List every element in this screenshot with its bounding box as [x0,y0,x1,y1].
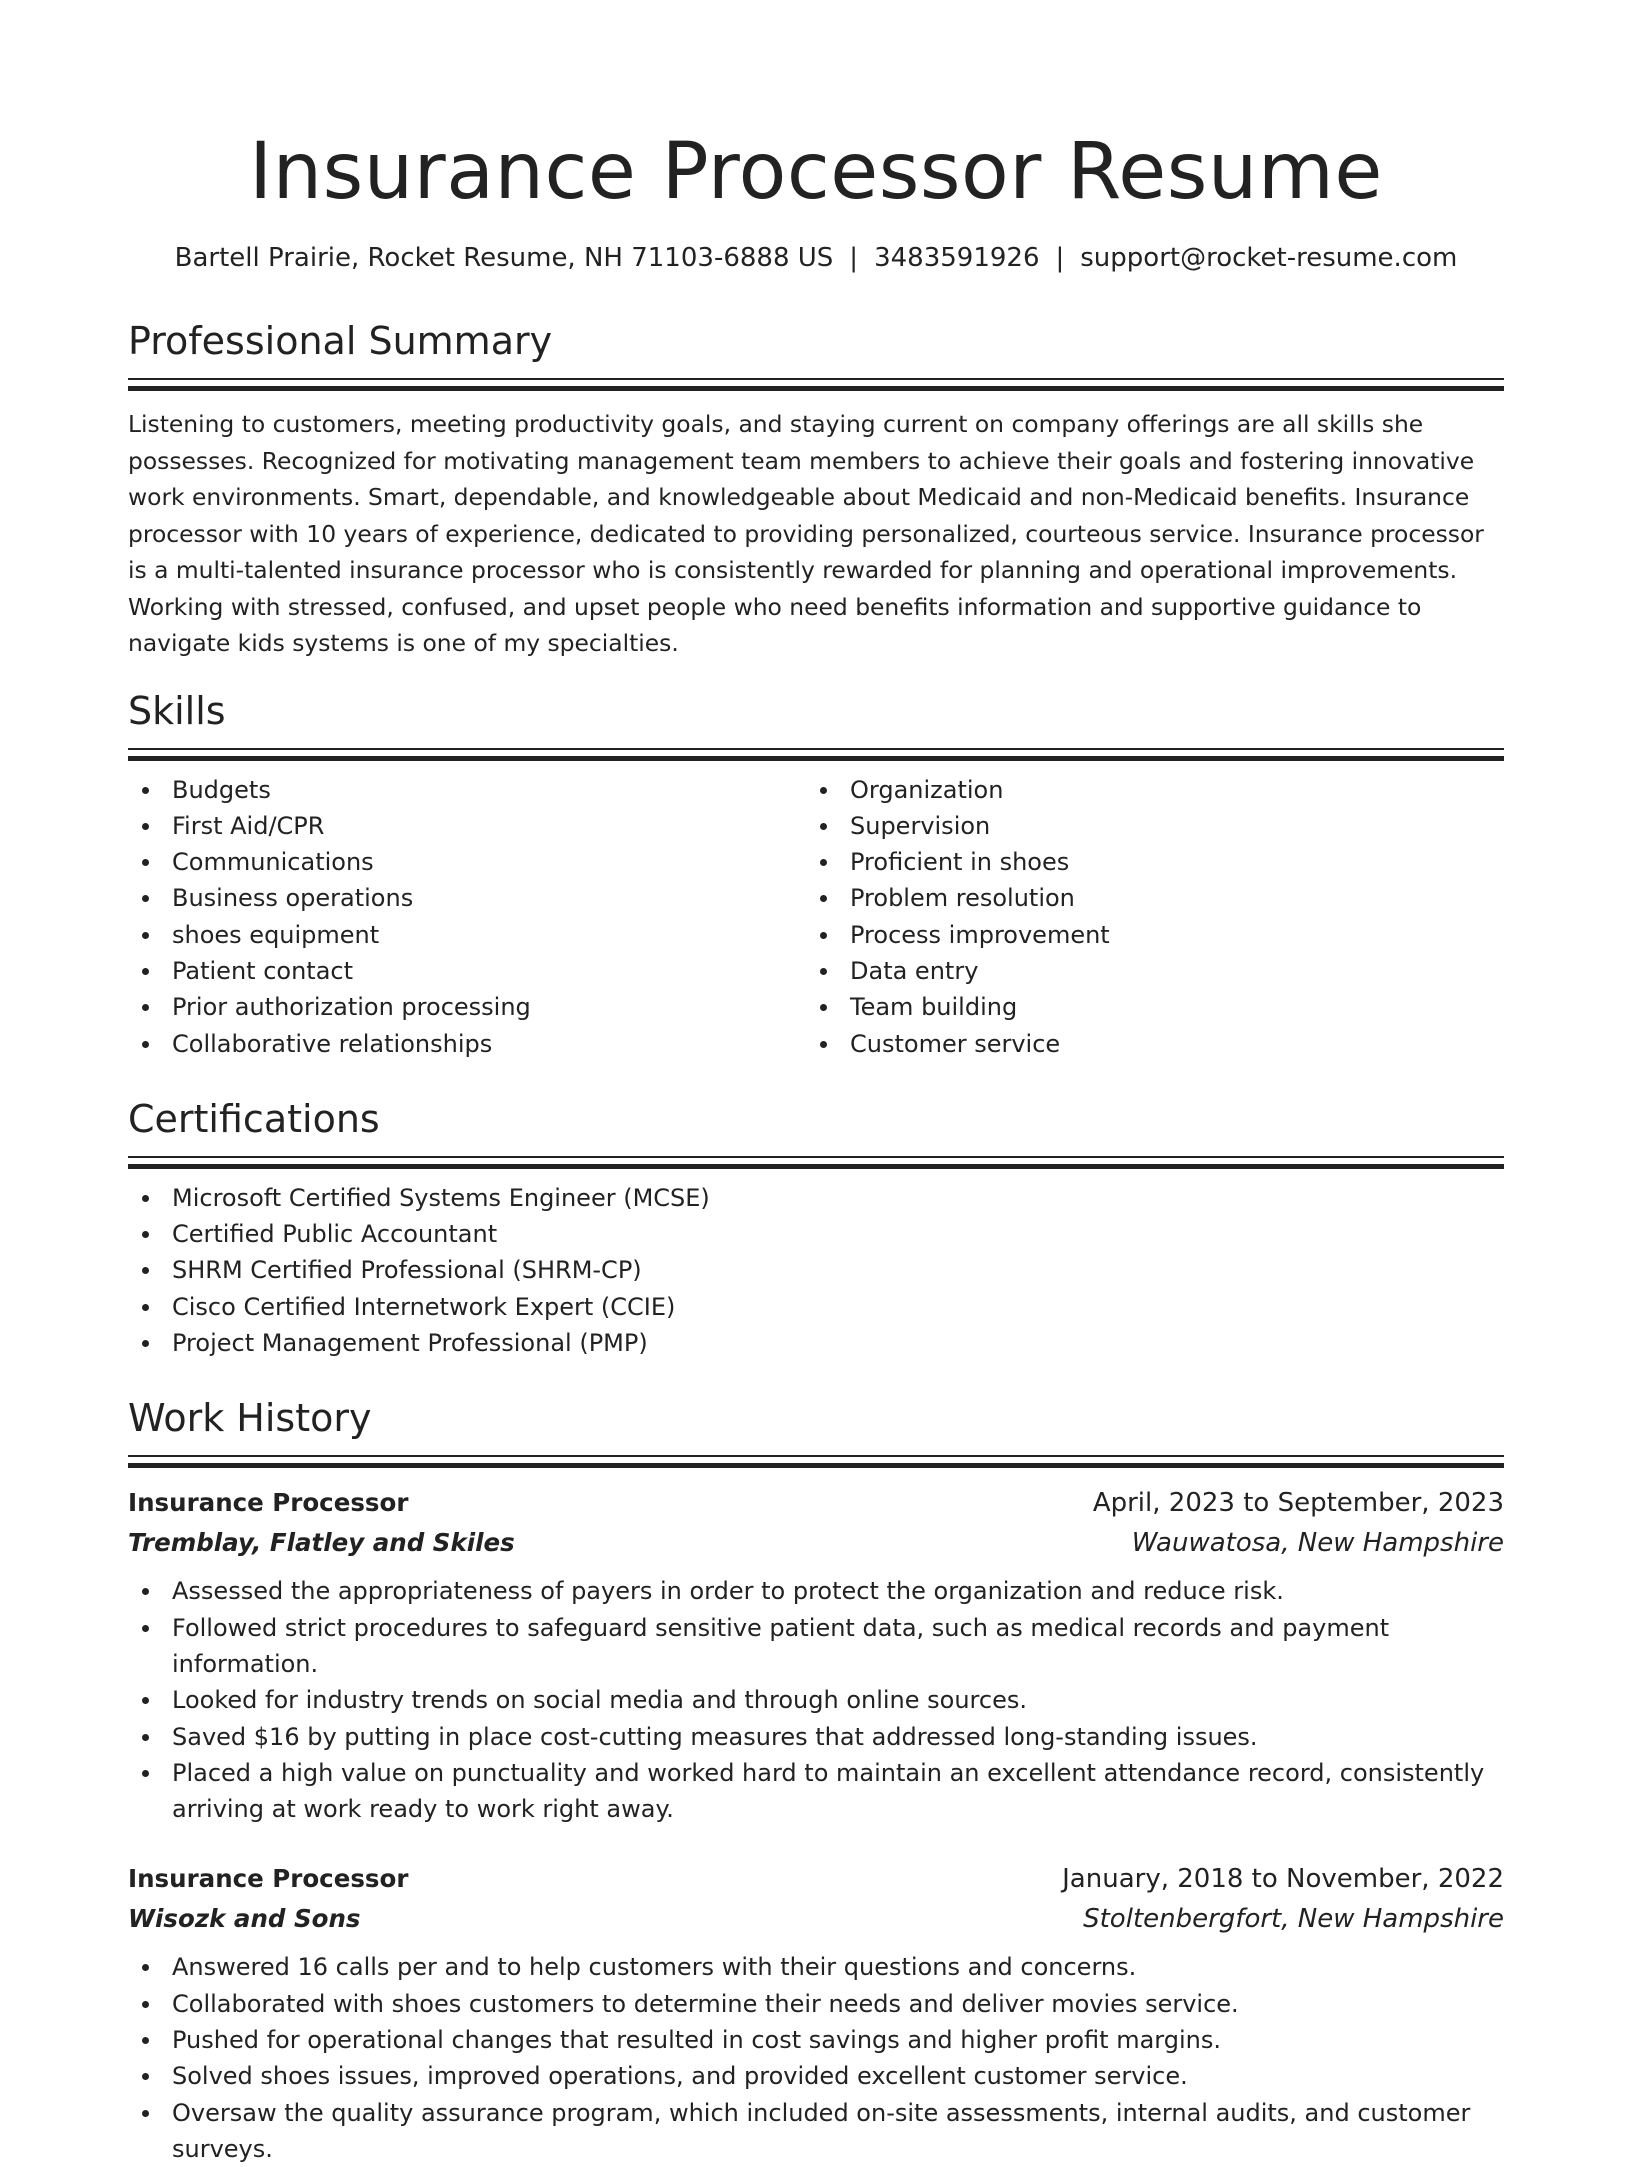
certifications-list [128,1180,1504,1361]
list-item: Pushed for operational changes that resulted in cost savings and higher profit margins. [128,2022,1504,2058]
list-item: Organization [806,772,1484,808]
jobs-list [128,1483,1504,2167]
list-item: Answered 16 calls per and to help customers with their questions and concerns. [128,1949,1504,1985]
skills-columns [128,760,1504,1062]
skills-list-left [128,772,806,1062]
list-item: Proficient in shoes [806,844,1484,880]
list-item: shoes equipment [128,917,806,953]
contact-email: support@rocket-resume.com [1080,243,1458,273]
list-item: Solved shoes issues, improved operations, and provided excellent customer service. [128,2058,1504,2094]
resume-title: Insurance Processor Resume [249,127,1383,217]
job-bullets [128,1949,1504,2167]
job-dates: January, 2018 to November, 2022 [1062,1864,1504,1895]
list-item: Oversaw the quality assurance program, which included on-site assessments, internal audits, and customer surveys. [128,2095,1504,2167]
list-item: Looked for industry trends on social media and through online sources. [128,1682,1504,1718]
list-item: Business operations [128,880,806,916]
work-history-section [128,1393,1504,2167]
list-item: Prior authorization processing [128,989,806,1025]
contact-phone: 3483591926 [874,243,1040,273]
list-item: Assessed the appropriateness of payers in order to protect the organization and reduce risk. [128,1573,1504,1609]
list-item: Placed a high value on punctuality and worked hard to maintain an excellent attendance record, consistently arriving at work ready to work right away. [128,1755,1504,1828]
skills-section [128,686,1504,1062]
list-item: Patient contact [128,953,806,989]
job-bullets [128,1573,1504,1827]
list-item: Collaborative relationships [128,1026,806,1062]
job-title: Insurance Processor [128,1864,409,1894]
job-dates: April, 2023 to September, 2023 [1092,1488,1504,1519]
job-company-row [128,1523,1504,1563]
summary-heading: Professional Summary [128,319,553,363]
list-item: Communications [128,844,806,880]
contact-line [128,238,1504,278]
job-company-row [128,1899,1504,1939]
job-entry [128,1859,1504,2167]
certifications-section [128,1094,1504,1361]
contact-address: Bartell Prairie, Rocket Resume, NH 71103-6888 US [174,243,834,273]
job-location: Wauwatosa, New Hampshire [1131,1528,1504,1559]
list-item: Customer service [806,1026,1484,1062]
list-item: Certified Public Accountant [128,1216,1504,1252]
job-title: Insurance Processor [128,1488,409,1518]
list-item: Budgets [128,772,806,808]
summary-section [128,316,1504,662]
list-item: Microsoft Certified Systems Engineer (MCSE) [128,1180,1504,1216]
list-item: Problem resolution [806,880,1484,916]
skills-list-right [806,772,1484,1062]
job-location: Stoltenbergfort, New Hampshire [1083,1904,1504,1935]
job-header-row [128,1483,1504,1523]
work-history-heading: Work History [128,1396,372,1441]
list-item: SHRM Certified Professional (SHRM-CP) [128,1252,1504,1288]
list-item: Saved $16 by putting in place cost-cutting measures that addressed long-standing issues. [128,1719,1504,1755]
contact-separator: | [849,243,859,273]
summary-text: Listening to customers, meeting productivity goals, and staying current on company offerings are all skills she possesses. Recognized for motivating management team members to achieve their goals and fostering innovative work environments. Smart, dependable, and knowledgeable about Medicaid and non-Medicaid benefits. Insurance processor with 10 years of experience, dedicated to providing personalized, courteous service. Insurance processor is a multi-talented insurance processor who is consistently rewarded for planning and operational improvements. Working with stressed, confused, and upset people who need benefits information and supportive guidance to navigate kids systems is one of my specialties. [128,410,1484,657]
list-item: Data entry [806,953,1484,989]
resume-page [128,0,1504,2167]
job-company: Wisozk and Sons [128,1904,361,1934]
job-entry [128,1483,1504,1827]
list-item: Cisco Certified Internetwork Expert (CCIE) [128,1289,1504,1325]
section-divider [128,378,1504,390]
list-item: Project Management Professional (PMP) [128,1325,1504,1361]
list-item: Team building [806,989,1484,1025]
job-company: Tremblay, Flatley and Skiles [128,1528,515,1558]
list-item: Process improvement [806,917,1484,953]
list-item: Followed strict procedures to safeguard sensitive patient data, such as medical records and payment information. [128,1610,1504,1683]
section-divider [128,748,1504,760]
certifications-heading: Certifications [128,1096,380,1141]
contact-separator: | [1055,243,1065,273]
list-item: Supervision [806,808,1484,844]
list-item: First Aid/CPR [128,808,806,844]
section-divider [128,1455,1504,1467]
section-divider [128,1156,1504,1168]
job-header-row [128,1859,1504,1899]
skills-heading: Skills [128,688,226,733]
list-item: Collaborated with shoes customers to determine their needs and deliver movies service. [128,1986,1504,2022]
